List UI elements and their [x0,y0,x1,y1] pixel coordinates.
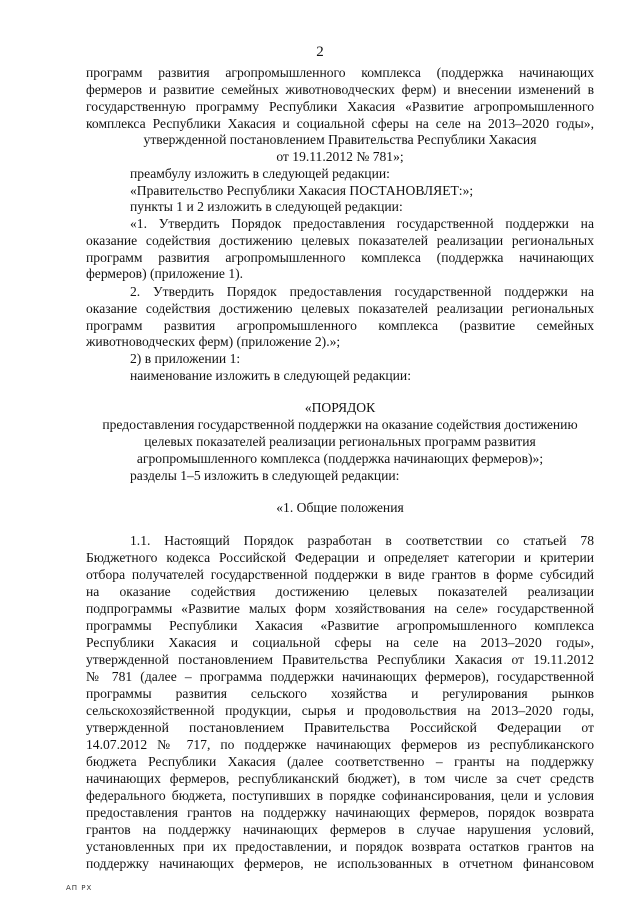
text-line: государственную программу Республики Хакасия «Развитие агропромышленного [86,99,594,114]
text-line: целевых показателей реализации региональных программ развития [144,434,536,449]
text-line: агропромышленного комплекса (поддержка начинающих фермеров)»; [136,451,544,466]
text-line: № 781 (далее – программа поддержки начинающих фермеров), государственной [86,669,594,684]
text-line: «Правительство Республики Хакасия ПОСТАНОВЛЯЕТ:»; [130,183,474,198]
text-line: бюджета Республики Хакасия (далее соответственно – гранты на поддержку [86,754,594,769]
text-line: оказание содействия достижению целевых показателей реализации региональных [86,301,594,316]
text-line: от 19.11.2012 № 781»; [276,149,404,164]
section-heading: «1. Общие положения [276,500,404,515]
text-line: Республики Хакасия и социальной сферы на селе на 2013–2020 годы», [86,635,594,650]
text-line: утвержденной постановлением Правительства Республики Хакасия [143,132,537,147]
text-line: программы Республики Хакасия «Развитие агропромышленного комплекса [86,618,594,633]
text-line: подпрограммы «Развитие малых форм хозяйствования на селе» государственной [86,601,594,616]
text-line: поддержку начинающих фермеров, не использованных в отчетном финансовом [86,856,594,871]
text-line: предоставления грантов на поддержку начинающих фермеров, порядок возврата [86,805,594,820]
text-line: животноводческих ферм) (приложение 2).»; [86,334,341,349]
text-line: на оказание содействия достижению целевых показателей реализации [86,584,594,599]
text-line: 1.1. Настоящий Порядок разработан в соответствии со статьей 78 [130,533,594,548]
text-line: «1. Утвердить Порядок предоставления государственной поддержки на [130,216,594,231]
text-line: программ развития агропромышленного комплекса (поддержка начинающих [86,65,594,80]
footer-mark: АП РХ [66,884,93,892]
text-line: преамбулу изложить в следующей редакции: [130,166,390,181]
text-line: разделы 1–5 изложить в следующей редакции: [130,468,400,483]
text-line: сельскохозяйственной продукции, сырья и продовольствия на 2013–2020 годы, [86,703,594,718]
text-line: утвержденной постановлением Правительства Российской Федерации от [86,720,594,735]
text-line: грантов на поддержку начинающих фермеров в случае нарушения условий, [86,822,594,837]
text-line: Бюджетного кодекса Российской Федерации и определяет категории и критерии [86,550,594,565]
text-line: комплекса Республики Хакасия и социальной сферы на селе на 2013–2020 годы», [86,116,594,131]
text-line: наименование изложить в следующей редакции: [130,368,411,383]
text-line: пункты 1 и 2 изложить в следующей редакции: [130,199,403,214]
text-line: оказание содействия достижению целевых показателей реализации региональных [86,233,594,248]
text-line: установленных при их предоставлении, и порядок возврата остатков грантов на [86,839,594,854]
text-line: федерального бюджета, поступивших в порядке софинансирования, цели и условия [86,788,594,803]
text-line: фермеров) (приложение 1). [86,266,244,281]
text-line: 14.07.2012 № 717, по поддержке начинающих фермеров из республиканского [86,737,594,752]
text-line: программы развития сельского хозяйства и регулирования рынков [86,686,594,701]
text-line: программ развития агропромышленного комплекса (поддержка начинающих [86,250,594,265]
text-line: фермеров и развитие семейных животноводческих ферм) и внесении изменений в [86,82,594,97]
text-line: утвержденной постановлением Правительства Республики Хакасия от 19.11.2012 [86,652,594,667]
text-line: 2. Утвердить Порядок предоставления государственной поддержки на [130,284,594,299]
text-line: предоставления государственной поддержки на оказание содействия достижению [102,417,578,432]
section-title: «ПОРЯДОК [304,400,376,415]
text-line: отбора получателей государственной поддержки в виде грантов в форме субсидий [86,567,594,582]
text-line: начинающих фермеров, республиканский бюджет), в том числе за счет средств [86,771,594,786]
text-line: программ развития агропромышленного комплекса (развитие семейных [86,318,594,333]
page-number: 2 [316,44,324,60]
text-line: 2) в приложении 1: [130,351,241,366]
